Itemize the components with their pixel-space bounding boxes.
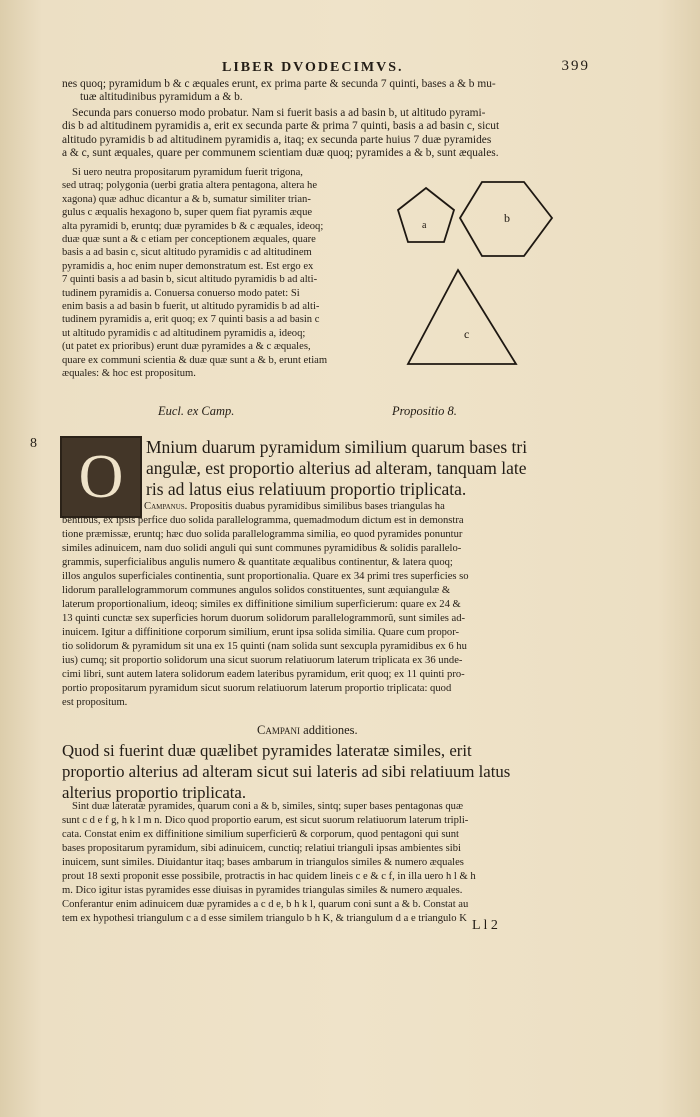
text-line: est propositum. [62, 697, 128, 708]
campanus-paragraph [62, 500, 560, 710]
text-line: angulæ, est proportio alterius ad alteram, tanquam late [146, 458, 527, 478]
text-line: proportio alterius ad alteram sicut sui lateris ad sibi relatiuum latus [62, 762, 511, 781]
text-line: illos angulos superficiales continentia, sunt proportionalia. Quare ex 34 primi tres superficies so [62, 571, 469, 582]
text-line: 13 quinti cunctæ sex superficies horum duorum solidorum parallelogrammorũ, sunt similes ad- [62, 613, 466, 624]
heading-rest: additiones. [300, 723, 358, 737]
label-c: c [464, 327, 470, 341]
text-line: tudinem pyramidis a, erit quoq; ex 7 quinti basis a ad basin c [62, 314, 320, 326]
text-line: Si uero neutra propositarum pyramidum fuerit trigona, [72, 167, 303, 178]
page-number: 399 [561, 58, 590, 74]
text-line: m. Dico igitur istas pyramides esse diuisas in pyramides triangulas similes & numero æquales. [62, 885, 463, 896]
text-line: Secunda pars conuerso modo probatur. Nam si fuerit basis a ad basin b, ut altitudo pyrami- [72, 107, 486, 119]
text-line: inuicem, sunt similes. Diuidantur itaq; bases ambarum in triangulos similes & numero æquales [62, 857, 464, 868]
text-line: cata. Constat enim ex diffinitione similium superficierũ & corporum, quod pentagoni qui sunt [62, 829, 459, 840]
text-line: altitudo pyramidis b ad altitudinem pyramidis a, itaq; ex secunda parte huius 7 duæ pyramides [62, 133, 492, 146]
text-line: Quod si fuerint duæ quælibet pyramides lateratæ similes, erit [62, 741, 472, 760]
additions-heading [257, 723, 358, 738]
text-line: lidorum parallelogrammorum communes angulos solidos constituentes, sunt æquiangulæ & [62, 585, 451, 596]
paragraph-3 [62, 166, 372, 381]
text-line: bentibus, ex ipsis perfice duo solida parallelogramma, quemadmodum dictum est in demonstra [62, 515, 464, 526]
text-line: ris ad latus eius relatiuum proportio triplicata. [146, 479, 467, 499]
text-line: alterius proportio triplicata. [62, 783, 247, 802]
text-line: basis a ad basin c, sicut altitudo pyramidis c ad altitudinem [62, 247, 312, 259]
text-span: Propositis duabus pyramidibus similibus bases triangulas ha [189, 501, 445, 512]
proposition-text [146, 437, 560, 500]
text-line: sunt c d e f g, h k l m n. Dico quod proportio earum, est sicut suorum relatiuorum laterum tripli- [62, 815, 469, 826]
author-name: Campanus. [144, 501, 188, 512]
text-line: æquales: & hoc est propositum. [62, 368, 196, 380]
margin-number: 8 [30, 436, 37, 451]
text-line: tione præmissæ, eruntq; hæc duo solida parallelogramma similia, eo quod pyramides ponuntur [62, 529, 463, 540]
geometry-figure [392, 178, 560, 378]
heading-name: Campani [257, 723, 301, 737]
margin-note-left: Eucl. ex Camp. [158, 404, 235, 418]
text-line [62, 500, 560, 514]
text-line: duæ quæ sunt a & c etiam per conceptionem æquales, quare [62, 234, 316, 246]
text-line: quare ex communi scientia & duæ quæ sunt a & b, erunt etiam [62, 354, 328, 366]
text-line: 7 quinti basis a ad basin b, sicut altitudo pyramidis b ad alti- [62, 274, 318, 286]
text-line: ius) cumq; sit proportio solidorum una sicut suorum relatiuorum laterum triplicata ex 36 unde- [62, 655, 463, 666]
text-line: grammis, superficialibus angulis numero & quantitate æqualibus continentur, & latera quoq; [62, 557, 453, 568]
pentagon-shape [398, 188, 454, 242]
text-line: a & c, sunt æquales, quare per communem scientiam duæ quoq; pyramides a & b, sunt æquales. [62, 147, 499, 160]
text-line: tem ex hypothesi triangulum c a d esse similem triangulo b h K, & triangulum d a e triangulo K [62, 913, 467, 924]
text-line: prout 18 sexti proponit esse possibile, protractis in hac quidem lineis c e & c f, in illa uero h l & h [62, 871, 476, 882]
text-line: Sint duæ lateratæ pyramides, quarum coni a & b, similes, sintq; super bases pentagonas quæ [72, 801, 464, 812]
final-paragraph [62, 800, 560, 926]
addition-text [62, 740, 560, 803]
text-line: ut altitudo pyramidis c ad altitudinem pyramidis a, ideoq; [62, 327, 306, 339]
text-line: dis b ad altitudinem pyramidis a, erit ex secunda parte & prima 7 quinti, basis a ad basin c, sicut [62, 120, 500, 133]
paragraph-1 [62, 78, 560, 105]
text-line: cimi libri, sunt autem latera solidorum eadem lateribus pyramidum, erit quoq; ex 11 quinti pro- [62, 669, 465, 680]
margin-note-right: Propositio 8. [392, 404, 457, 418]
text-line: Mnium duarum pyramidum similium quarum bases tri [146, 437, 528, 457]
text-line: similes adinuicem, nam duo solidi anguli qui sunt communes pyramidibus & solidis parallelo- [62, 543, 462, 554]
text-line: pyramidis a, hoc enim nuper demonstratum est. Est ergo ex [62, 260, 314, 272]
text-line: tio solidorum & pyramidum sit una ex 15 quinti (nam solida sunt sexcupla pyramidibus ex 6 hu [62, 641, 467, 652]
signature-mark: L l 2 [472, 918, 498, 933]
text-line: (ut patet ex prioribus) erunt duæ pyramides a & c æquales, [62, 341, 311, 353]
triangle-shape [408, 270, 516, 364]
text-line: alta pyramidi b, eruntq; duæ pyramides b & c æquales, ideoq; [62, 220, 324, 232]
text-line: enim basis a ad basin b fuerit, ut altitudo pyramidis b ad alti- [62, 301, 320, 313]
text-line: tuæ altitudinibus pyramidum a & b. [80, 91, 243, 104]
text-line: Conferantur enim adinuicem duæ pyramides a c d e, b h k l, quarum coni sunt a & b. Constat au [62, 899, 469, 910]
text-line: bases propositarum pyramidum, sibi adinuicem, cunctiq; relatiui trianguli ipsas ambientes sibi [62, 843, 461, 854]
label-a: a [422, 220, 427, 231]
text-line: laterum proportionalium, ideoq; similes ex diffinitione similium superficierum: quare ex 24 & [62, 599, 461, 610]
text-line: inuicem. Igitur a diffinitione corporum similium, erunt ipsa solida similia. Quare cum propor- [62, 627, 460, 638]
header-title: LIBER DVODECIMVS. [222, 60, 404, 75]
text-line: nes quoq; pyramidum b & c æquales erunt, ex prima parte & secunda 7 quinti, bases a & b mu- [62, 78, 496, 90]
text-line: sed utraq; polygonia (uerbi gratia altera pentagona, altera he [62, 180, 318, 192]
running-header [62, 58, 590, 80]
text-line: tudinem pyramidis a. Conuersa conuerso modo patet: Si [62, 287, 300, 299]
initial-letter: O [78, 442, 124, 511]
text-line: gulus c æqualis hexagono b, super quem fiat pyramis æque [62, 207, 313, 219]
label-b: b [504, 211, 510, 225]
text-line: xagona) quæ adhuc dicantur a & b, sumatur similiter trian- [62, 193, 311, 205]
paragraph-2 [62, 107, 560, 161]
text-line: portio propositarum pyramidum sicut suorum relatiuorum laterum proportio triplicata: quod [62, 683, 452, 694]
